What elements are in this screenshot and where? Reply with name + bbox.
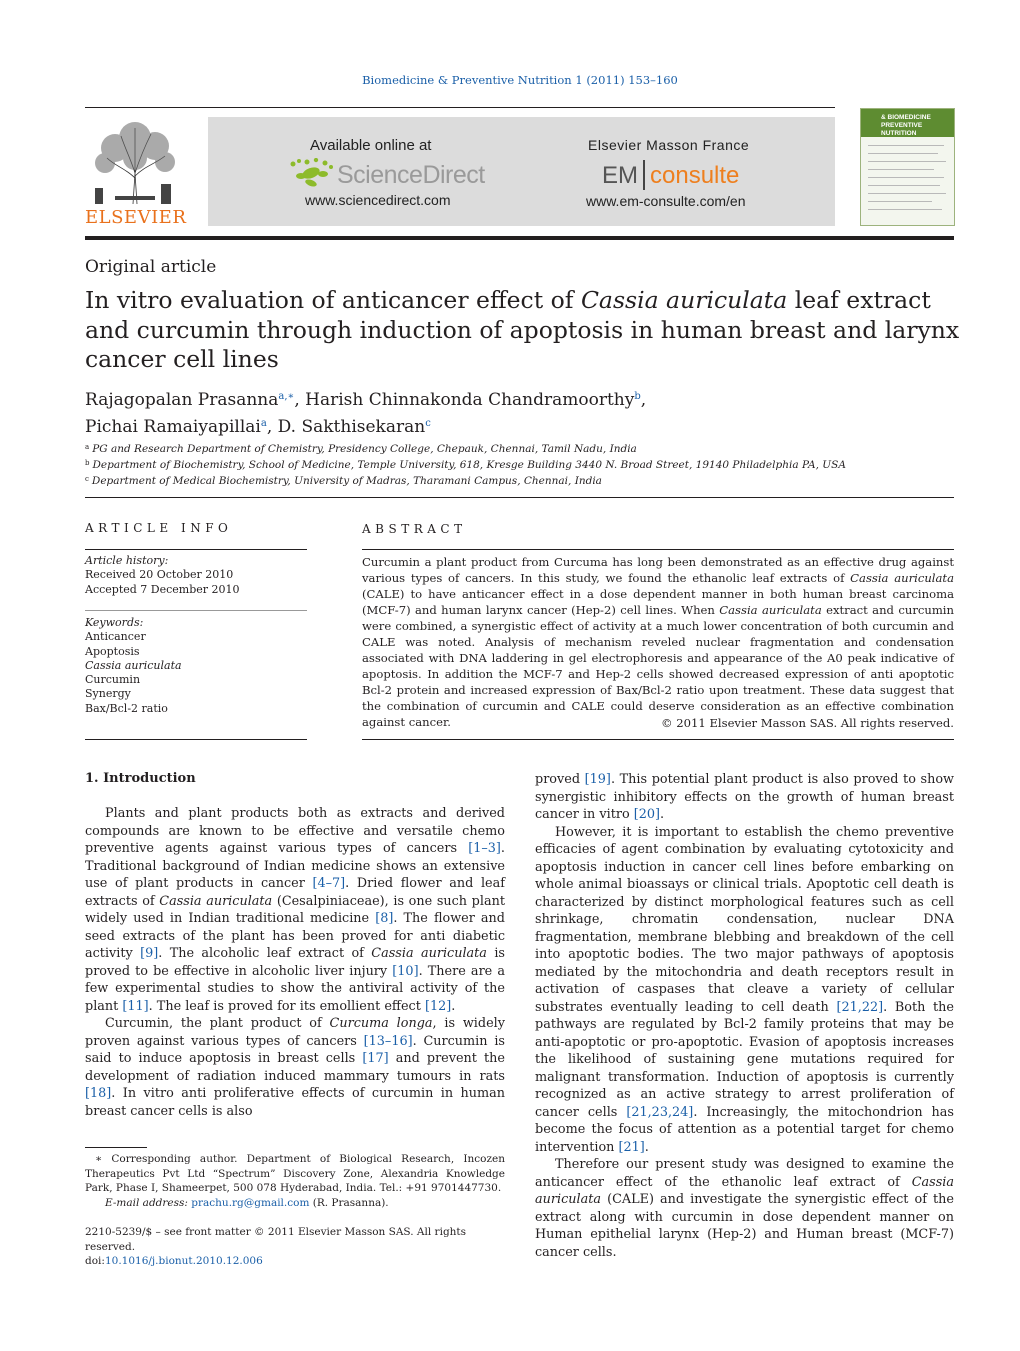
keyword: Curcumin <box>85 673 141 687</box>
cover-toc-line <box>868 177 944 178</box>
cover-toc-line <box>868 153 938 154</box>
cover-toc-line <box>868 145 944 146</box>
footnote-rule <box>85 1147 147 1148</box>
article-type: Original article <box>85 257 217 277</box>
citation-link[interactable]: [12] <box>424 998 452 1014</box>
author-affil-link[interactable]: a <box>260 418 267 429</box>
elsevier-masson-label: Elsevier Masson France <box>588 137 750 153</box>
doi-link[interactable]: 10.1016/j.bionut.2010.12.006 <box>104 1255 263 1267</box>
text: . Traditional background of Indian medicine shows an extensive use of plant products in cancer <box>85 841 505 891</box>
affiliation-key: b <box>85 459 90 467</box>
footnote-text: Corresponding author. Department of Biological Research, Incozen Therapeutics Pvt Ltd “Spectrum” Discovery Zone, Alexandria Knowledge Park, Phase I, Shameerpet, 500 078 Hyderabad, India. Tel.: +91 9701447730. <box>85 1153 505 1194</box>
author-separator: , <box>266 417 278 437</box>
abstract-sentence: (CALE) to have anticancer effect in a dose dependent manner in both human breast carcinoma (MCF-7) and human larynx cancer (Hep-2) cell lines. When <box>362 587 954 617</box>
journal-cover-thumbnail[interactable] <box>860 108 955 226</box>
front-matter-notice <box>85 1225 515 1269</box>
emconsulte-divider <box>643 160 645 190</box>
affiliation-key: c <box>85 475 89 483</box>
species-name: Cassia auriculata <box>371 946 487 961</box>
species-name: Cassia auriculata <box>535 1174 954 1207</box>
citation-link[interactable]: [20] <box>633 807 661 822</box>
text: . The alcoholic leaf extract of <box>158 946 372 961</box>
author-affil-link[interactable]: c <box>425 418 431 429</box>
abstract-sentence: Curcumin a plant product from Curcuma has long been demonstrated as an effective drug against various types of cancers. In this study, we found the ethanolic leaf extracts of <box>362 555 954 585</box>
sciencedirect-leaf-icon <box>289 158 335 188</box>
text: , is widely proven against various types of cancers <box>85 1016 505 1049</box>
text: and prevent the development of radiation induced mammary tumours in rats <box>85 1051 505 1084</box>
keyword: Synergy <box>85 687 131 701</box>
author-name: Rajagopalan Prasanna <box>85 390 279 410</box>
keyword: Apoptosis <box>85 644 140 658</box>
cover-toc-line <box>868 185 940 186</box>
citation-link[interactable]: [1–3] <box>468 841 501 856</box>
section-heading-introduction: 1. Introduction <box>85 771 196 786</box>
cover-title <box>881 114 954 138</box>
text: . Curcumin is said to induce apoptosis in breast cells <box>85 1033 505 1066</box>
title-text: In vitro evaluation of anticancer effect of <box>85 286 581 314</box>
species-name: Curcuma longa <box>329 1016 433 1031</box>
abstract-rule <box>362 549 954 550</box>
affiliation <box>85 440 955 456</box>
paragraph <box>535 771 954 824</box>
history-label: Article history: <box>85 554 169 567</box>
text: Therefore our present study was designed to examine the anticancer effect of the ethanolic leaf extract of <box>535 1157 954 1190</box>
citation-link[interactable]: [4–7] <box>312 876 346 891</box>
header-rule <box>85 107 835 108</box>
cover-toc-line <box>868 201 932 202</box>
emconsulte-wordmark-consulte: consulte <box>650 162 740 189</box>
affiliation-text: PG and Research Department of Chemistry, Presidency College, Chepauk, Chennai, Tamil Nadu, India <box>92 443 637 455</box>
abstract-sentence: extract and curcumin were combined, a synergistic effect of activity at a much lower concentration of both curcumin and CALE was noted. Analysis of mechanism reveled nuclear fragmentation and condensation associated with DNA laddering in gel electrophoresis and appearance of the A0 peak indicative of apoptosis. In addition the MCF-7 and Hep-2 cells showed decreased expression of anti apoptotic Bcl-2 protein and increased expression of Bax/Bcl-2 ratio upon treatment. These data suggest that the combination of curcumin and CALE could deserve consideration as an effective combination against cancer. <box>362 603 954 729</box>
text: . <box>644 1139 649 1155</box>
citation-link[interactable]: [13–16] <box>363 1033 413 1049</box>
footnote-marker: ∗ <box>95 1153 103 1165</box>
citation-link[interactable]: [11] <box>122 998 149 1014</box>
title-text: leaf extract and curcumin through induction of apoptosis in human breast and larynx cancer cell lines <box>85 286 960 373</box>
citation-link[interactable]: [9] <box>140 946 159 961</box>
author-separator: , <box>640 390 647 410</box>
author-separator: , <box>294 390 306 410</box>
email-link[interactable]: prachu.rg@gmail.com <box>191 1196 310 1209</box>
species-name: Cassia auriculata <box>719 603 822 617</box>
title-species: Cassia auriculata <box>580 286 788 314</box>
text: is proved to be effective in alcoholic liver injury <box>85 946 505 979</box>
affiliation-key: a <box>85 443 90 451</box>
citation-link[interactable]: [8] <box>375 911 394 926</box>
text: (Cesalpiniaceae), is one such plant widely used in Indian traditional medicine <box>85 893 505 926</box>
paragraph <box>535 1156 954 1261</box>
cover-title-line1: & BIOMEDICINE <box>881 114 931 121</box>
text: (CALE) and investigate the synergistic effect of the extract along with curcumin in dose dependent manner on Human epithelial larynx (Hep-2) and Human breast (MCF-7) cancer cells. <box>535 1192 954 1260</box>
cover-title-line2: PREVENTIVE NUTRITION <box>881 122 923 137</box>
sciencedirect-available-label: Available online at <box>310 137 432 154</box>
article-info-heading: ARTICLE INFO <box>85 521 233 535</box>
cover-toc-line <box>868 169 934 170</box>
header-thick-rule <box>85 236 954 240</box>
abstract-rule <box>362 739 954 740</box>
author-affil-link[interactable]: a,∗ <box>278 391 295 402</box>
abstract-text <box>362 554 954 730</box>
author-name: Pichai Ramaiyapillai <box>85 417 261 437</box>
article-title <box>85 286 965 375</box>
author-list <box>85 385 785 439</box>
text: proved <box>535 772 585 787</box>
body-column-left <box>85 805 505 1120</box>
text: . Increasingly, the mitochondrion has become the focus of attention as a potential target for chemo intervention <box>535 1104 954 1155</box>
affiliation-list <box>85 440 955 488</box>
citation-link[interactable]: [21,23,24] <box>626 1104 694 1120</box>
text: However, it is important to establish the chemo preventive efficacies of agent combination by evaluating cytotoxicity and apoptosis induction in cancer cell lines before embarking on whole animal bioassays or clinical trials. Apoptotic cell death is characterized by distinct morphological features such as cell shrinkage, chromatin condensation, nuclear DNA fragmentation, membrane blebbing and breakdown of the cell into apoptotic bodies. The two major pathways of apoptosis mediated by the mitochondria and death receptors result in activation of caspases that cleave a variety of cellular substrates eventually leading to cell death <box>535 824 954 1015</box>
text: . <box>451 998 456 1014</box>
text: . The flower and seed extracts of the plant has been proved for anti diabetic activity <box>85 911 505 961</box>
corresponding-author-footnote <box>85 1152 505 1210</box>
journal-reference-link[interactable]: Biomedicine & Preventive Nutrition 1 (2011) 153–160 <box>362 73 678 87</box>
issn-line: 2210-5239/$ – see front matter © 2011 Elsevier Masson SAS. All rights reserved. <box>85 1226 467 1253</box>
article-history <box>85 554 240 597</box>
copyright-notice: © 2011 Elsevier Masson SAS. All rights reserved. <box>660 716 954 730</box>
text: . The leaf is proved for its emollient effect <box>148 998 425 1014</box>
email-owner: (R. Prasanna). <box>309 1196 389 1209</box>
keyword-list <box>85 616 182 716</box>
paragraph <box>535 824 954 1157</box>
keyword: Anticancer <box>85 630 146 644</box>
article-info-rule <box>85 549 307 550</box>
keyword: Bax/Bcl-2 ratio <box>85 701 168 715</box>
citation-link[interactable]: [19] <box>584 772 611 787</box>
keywords-label: Keywords: <box>85 616 144 629</box>
keyword: Cassia auriculata <box>85 658 182 672</box>
text: . Both the pathways are regulated by Bcl-2 family proteins that may be anti-apoptotic or pro-apoptotic. Evasion of apoptosis increases the likelihood of sustaining gene mutations required for malignant transformation. Induction of apoptosis is currently recognized as an active strategy to arrest proliferation of cancer cells <box>535 999 955 1120</box>
article-info-rule <box>85 610 307 611</box>
received-date: Received 20 October 2010 <box>85 568 234 582</box>
emconsulte-url-link[interactable]: www.em-consulte.com/en <box>586 193 746 209</box>
citation-link[interactable]: [18] <box>85 1086 112 1101</box>
email-label: E-mail address: <box>105 1196 188 1209</box>
cover-toc-line <box>868 193 946 194</box>
elsevier-wordmark: ELSEVIER <box>85 207 187 228</box>
text: . Dried flower and leaf extracts of <box>85 876 505 909</box>
text: . This potential plant product is also proved to show synergistic inhibitory effects on the growth of human breast cancer in vitro <box>535 772 954 822</box>
text: . There are a few experimental studies to show the antiviral activity of the plant <box>85 963 506 1014</box>
sciencedirect-url-link[interactable]: www.sciencedirect.com <box>305 192 451 208</box>
sciencedirect-wordmark: ScienceDirect <box>337 161 485 189</box>
text: . <box>660 807 665 822</box>
affiliation <box>85 456 955 472</box>
citation-link[interactable]: [17] <box>362 1051 389 1066</box>
text: Plants and plant products both as extracts and derived compounds are known to be effective and versatile chemo preventive agents against various types of cancers <box>85 806 505 856</box>
affiliation-text: Department of Biochemistry, School of Medicine, Temple University, 618, Kresge Building 3440 N. Broad Street, 19140 Philadelphia PA, USA <box>92 459 846 471</box>
affiliation-text: Department of Medical Biochemistry, University of Madras, Tharamani Campus, Chennai, India <box>91 475 602 487</box>
author-affil-link[interactable]: b <box>634 391 641 402</box>
species-name: Cassia auriculata <box>159 893 273 909</box>
author-name: D. Sakthisekaran <box>277 417 426 437</box>
emconsulte-wordmark-em: EM <box>602 162 638 189</box>
citation-link[interactable]: [21] <box>618 1139 645 1155</box>
citation-link[interactable]: [10] <box>392 963 419 979</box>
text: Curcumin, the plant product of <box>105 1016 330 1031</box>
affiliation <box>85 472 955 488</box>
species-name: Cassia auriculata <box>850 571 954 585</box>
paragraph <box>85 1015 505 1120</box>
doi-label: doi: <box>85 1255 105 1267</box>
abstract-heading: ABSTRACT <box>362 522 467 536</box>
text: . In vitro anti proliferative effects of curcumin in human breast cancer cells is also <box>85 1086 505 1119</box>
cover-toc-line <box>868 209 942 210</box>
article-info-rule <box>85 739 307 740</box>
author-name: Harish Chinnakonda Chandramoorthy <box>305 390 635 410</box>
cover-toc-line <box>868 161 946 162</box>
affiliation-rule <box>85 497 954 498</box>
citation-link[interactable]: [21,22] <box>836 999 884 1015</box>
paragraph <box>85 805 505 1015</box>
body-column-right <box>535 771 954 1261</box>
accepted-date: Accepted 7 December 2010 <box>85 582 240 596</box>
